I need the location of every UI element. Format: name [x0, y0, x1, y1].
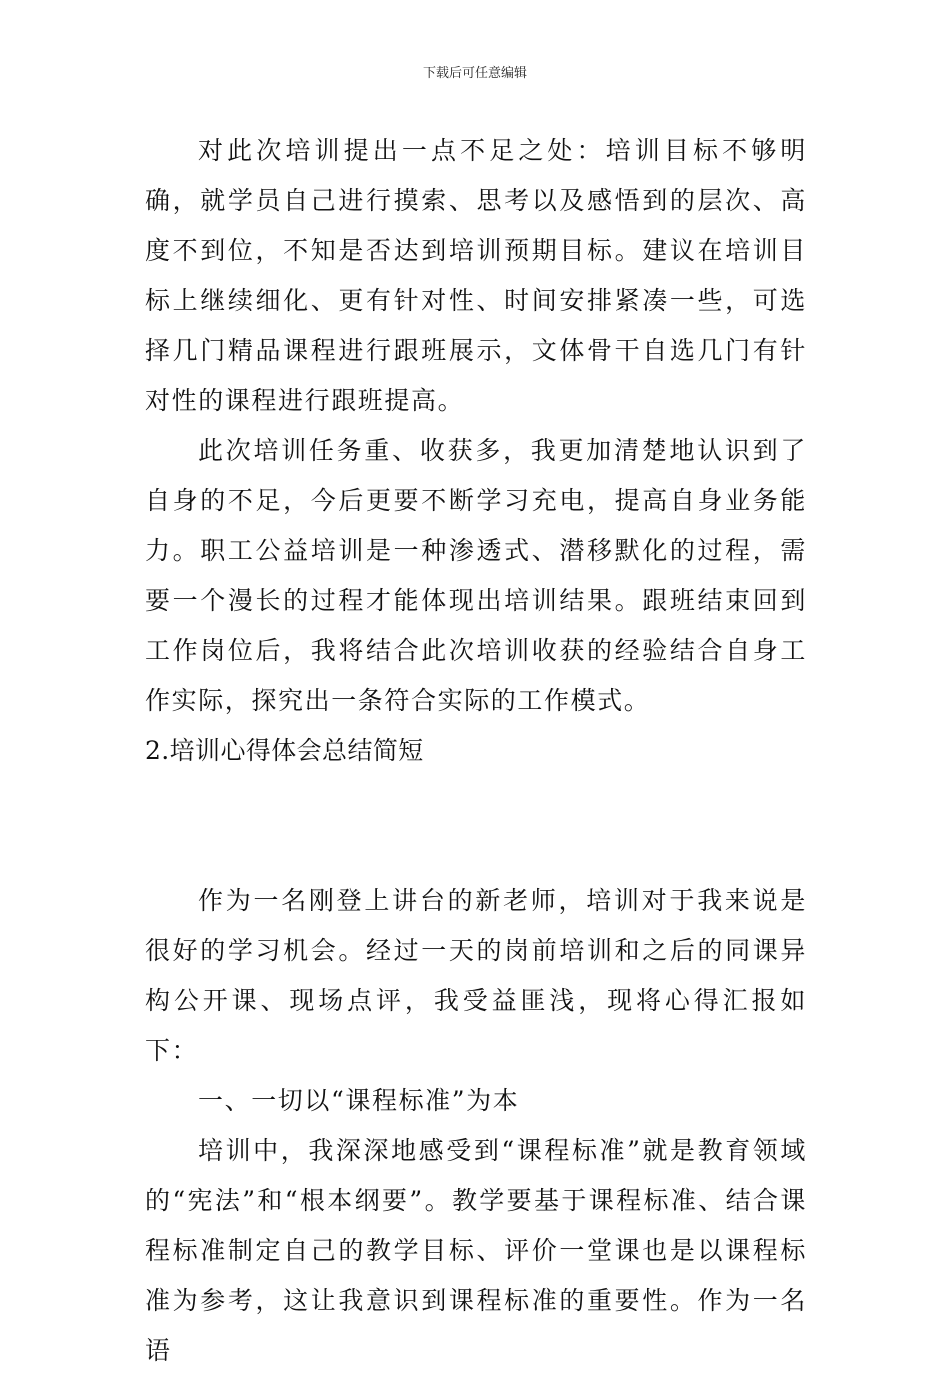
document-body [145, 126, 807, 1376]
page-header-note: 下载后可任意编辑 [422, 66, 527, 81]
section-heading: 2.培训心得体会总结简短 [145, 736, 424, 765]
subheading-curriculum-standard: 一、一切以“课程标准”为本 [198, 1086, 520, 1115]
paragraph-new-teacher: 作为一名刚登上讲台的新老师，培训对于我来说是很好的学习机会。经过一天的岗前培训和之后的同课异构公开课、现场点评，我受益匪浅，现将心得汇报如下： [145, 886, 807, 1065]
paragraph-curriculum-standard: 培训中，我深深地感受到“课程标准”就是教育领域的“宪法”和“根本纲要”。教学要基于课程标准、结合课程标准制定自己的教学目标、评价一堂课也是以课程标准为参考，这让我意识到课程标准的重要性。作为一名语 [145, 1136, 807, 1365]
section-spacer [145, 776, 807, 876]
paragraph-harvest: 此次培训任务重、收获多，我更加清楚地认识到了自身的不足，今后更要不断学习充电，提高自身业务能力。职工公益培训是一种渗透式、潜移默化的过程，需要一个漫长的过程才能体现出培训结果。跟班结束回到工作岗位后，我将结合此次培训收获的经验结合自身工作实际，探究出一条符合实际的工作模式。 [145, 436, 807, 715]
paragraph-shortcomings: 对此次培训提出一点不足之处：培训目标不够明确，就学员自己进行摸索、思考以及感悟到的层次、高度不到位，不知是否达到培训预期目标。建议在培训目标上继续细化、更有针对性、时间安排紧凑一些，可选择几门精品课程进行跟班展示，文体骨干自选几门有针对性的课程进行跟班提高。 [145, 136, 807, 415]
